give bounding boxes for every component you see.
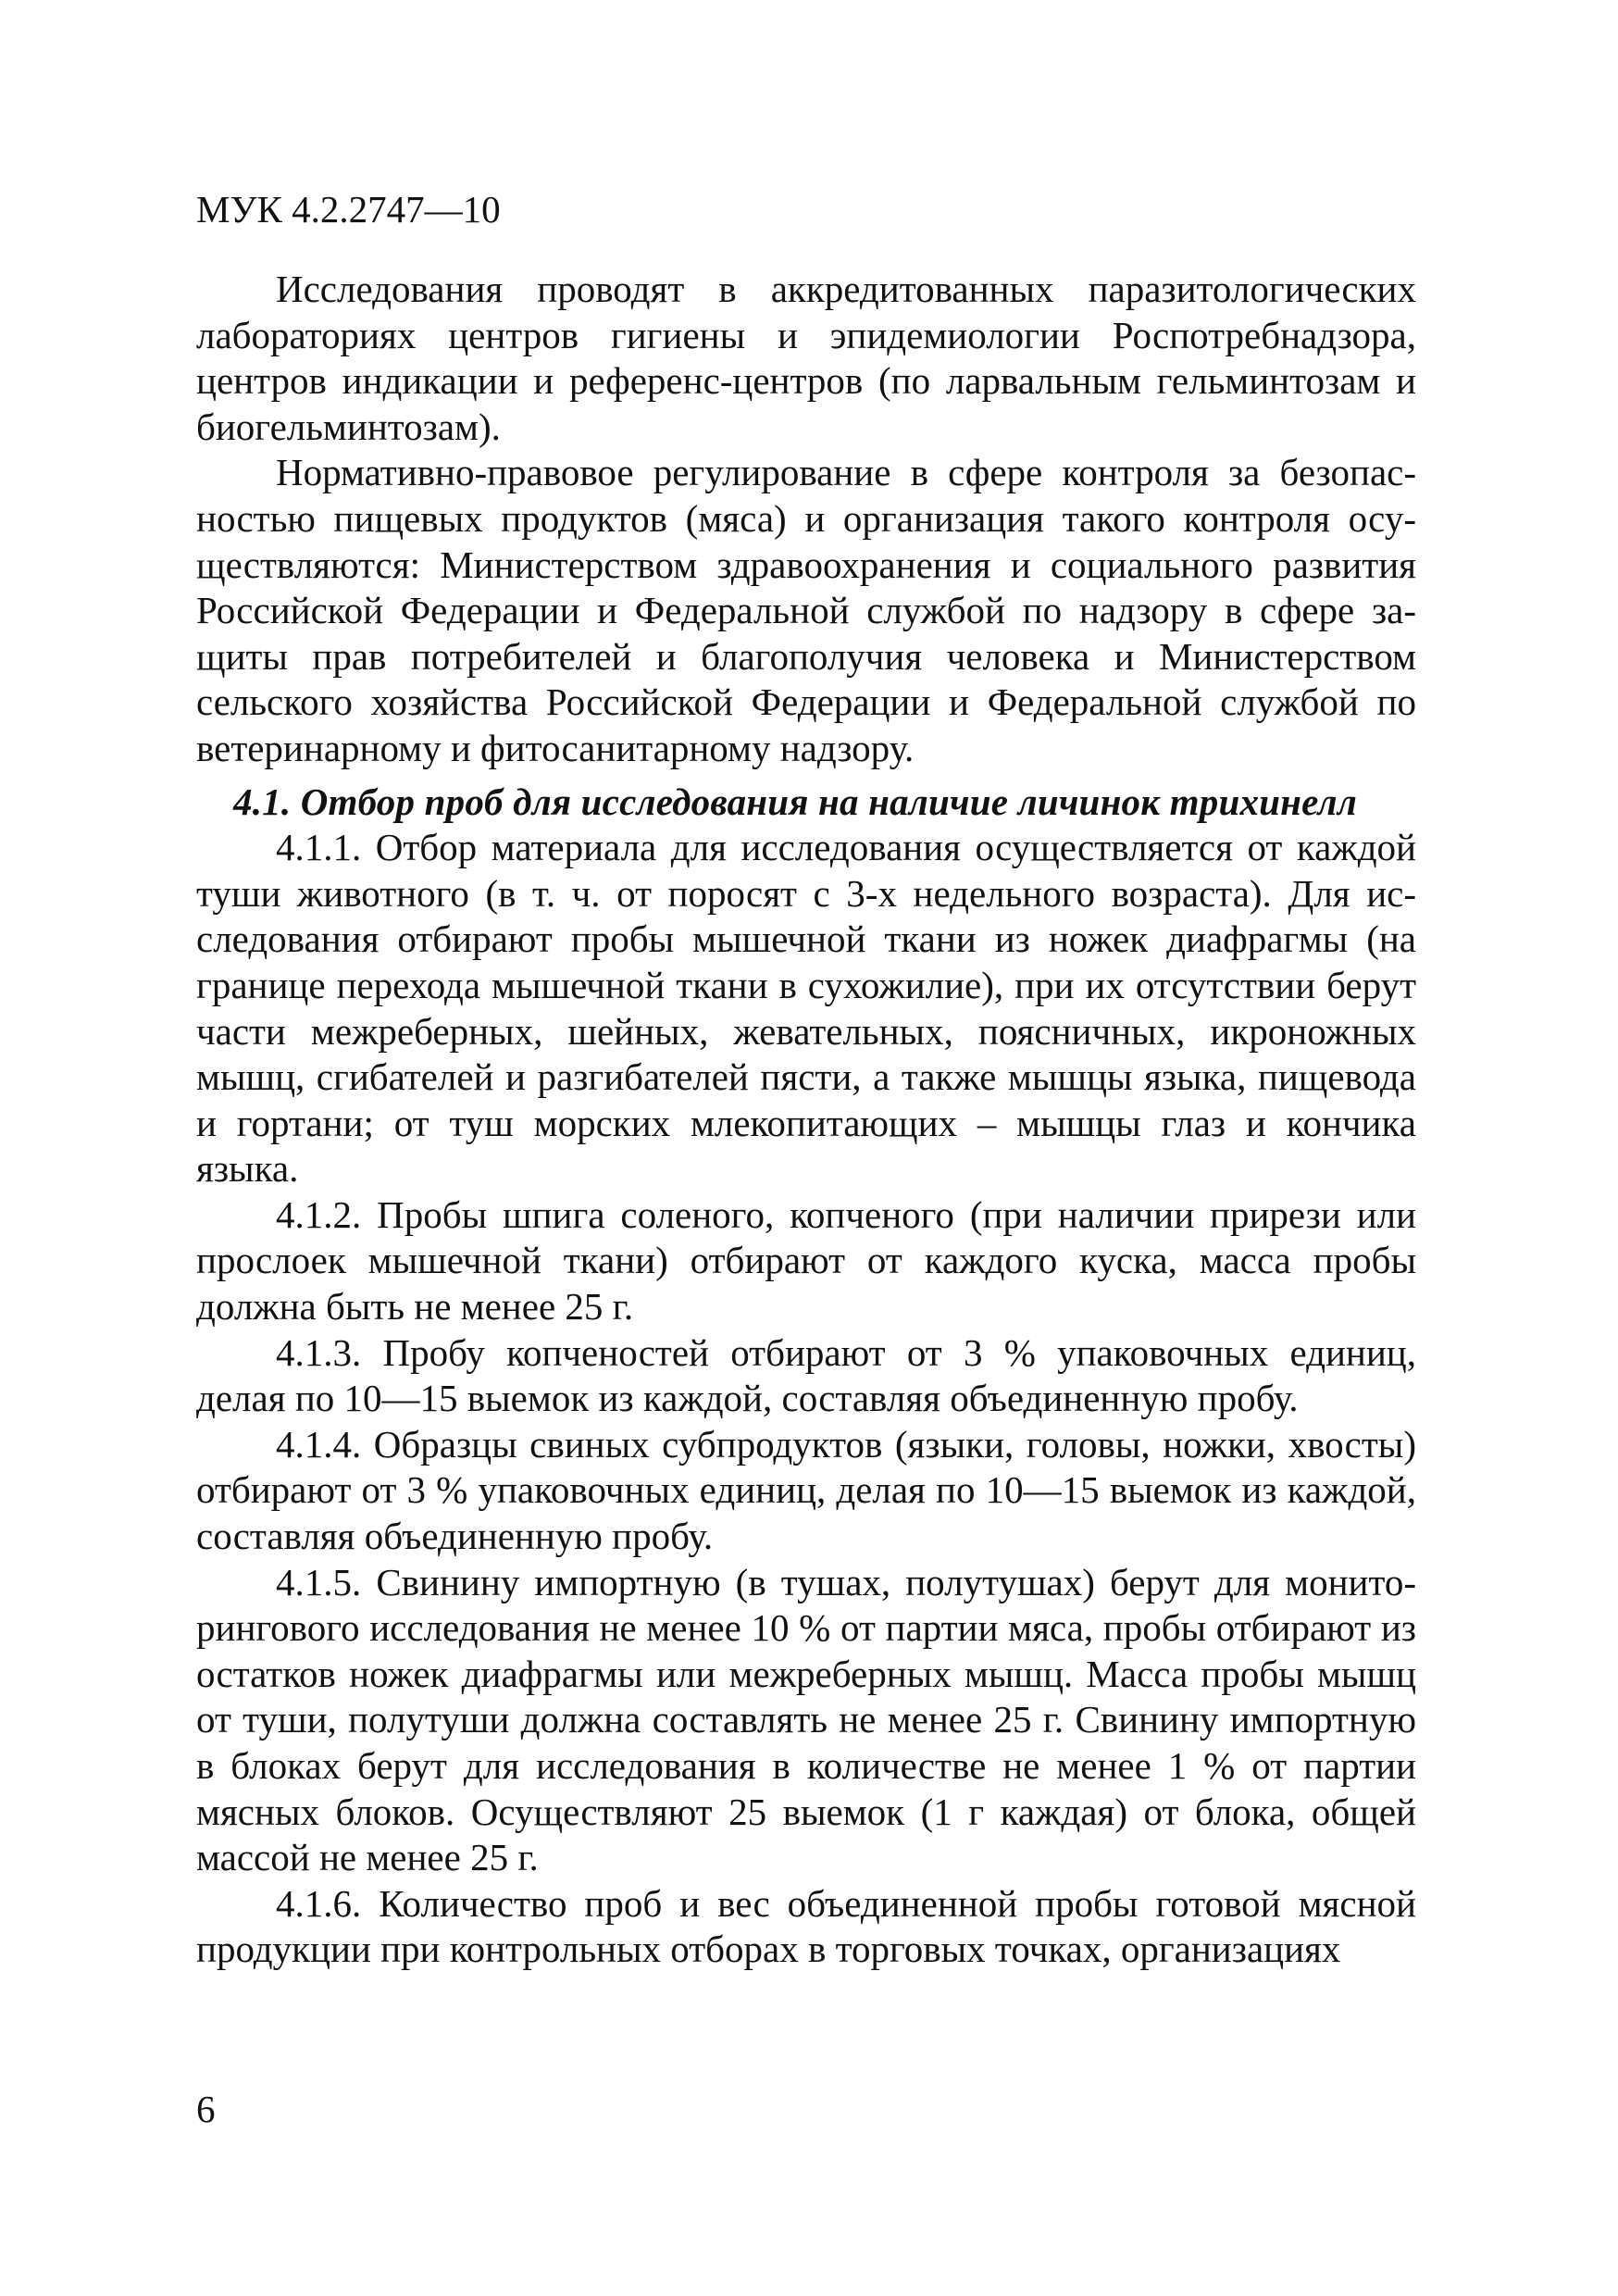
page-number: 6 bbox=[196, 2088, 216, 2130]
paragraph-4-1-5: 4.1.5. Свинину импортную (в тушах, полутушах) берут для мониторингового исследования не менее 10 % от партии мяса, пробы отбирают из остатков ножек диафрагмы или межреберных мышц. Масса пробы мышц от туши, полутуши должна составлять не менее 25 г. Свинину импортную в блоках берут для исследования в количестве не менее 1 % от партии мясных блоков. Осуществляют 25 выемок (1 г каждая) от блока, общей массой не менее 25 г. bbox=[196, 1560, 1416, 1879]
paragraph-4-1-4: 4.1.4. Образцы свиных субпродуктов (языки, головы, ножки, хвосты) отбирают от 3 % упаковочных единиц, делая по 10—15 выемок из каждой, составляя объединенную пробу. bbox=[196, 1422, 1416, 1558]
paragraph-4-1-2: 4.1.2. Пробы шпига соленого, копченого (при наличии прирези или прослоек мышечной ткани) отбирают от каждого куска, масса пробы должна быть не менее 25 г. bbox=[196, 1192, 1416, 1329]
paragraph-4-1-1: 4.1.1. Отбор материала для исследования осуществляется от каждой туши животного (в т. ч. от поросят с 3-х недельного возраста). Для исследования отбирают пробы мышечной ткани из ножек диафрагмы (на границе перехода мышечной ткани в сухожилие), при их отсутствии берут части межреберных, шейных, жевательных, поясничных, икроножных мышц, сгибателей и разгибателей пясти, а также мышцы языка, пищевода и гортани; от туш морских млекопитающих – мышцы глаз и кончика языка. bbox=[196, 826, 1416, 1191]
paragraph-4-1-6: 4.1.6. Количество проб и вес объединенной пробы готовой мясной продукции при контрольных отборах в торговых точках, организациях bbox=[196, 1881, 1416, 1971]
paragraph-research-labs: Исследования проводят в аккредитованных паразитологических лабораториях центров гигиены и эпидемиологии Роспотребнадзора, центров индикации и референс-центров (по ларвальным гельминтозам и биогельминтозам). bbox=[196, 268, 1416, 448]
section-title: 4.1. Отбор проб для исследования на наличие личинок трихинелл bbox=[233, 780, 1357, 823]
paragraph-regulation: Нормативно-правовое регулирование в сфере контроля за безопасностью пищевых продуктов (мяса) и организация такого контроля осуществляются: Министерством здравоохранения и социального развития Российской Федерации и Федеральной службой по надзору в сфере защиты прав потребителей и благополучия человека и Министерством сельского хозяйства Российской Федерации и Федеральной службой по ветеринарному и фитосанитарному надзору. bbox=[196, 451, 1416, 769]
document-body bbox=[196, 267, 1416, 1973]
paragraph-4-1-3: 4.1.3. Пробу копченостей отбирают от 3 % упаковочных единиц, делая по 10—15 выемок из каждой, составляя объединенную пробу. bbox=[196, 1330, 1416, 1420]
document-code-header: МУК 4.2.2747—10 bbox=[196, 188, 501, 231]
